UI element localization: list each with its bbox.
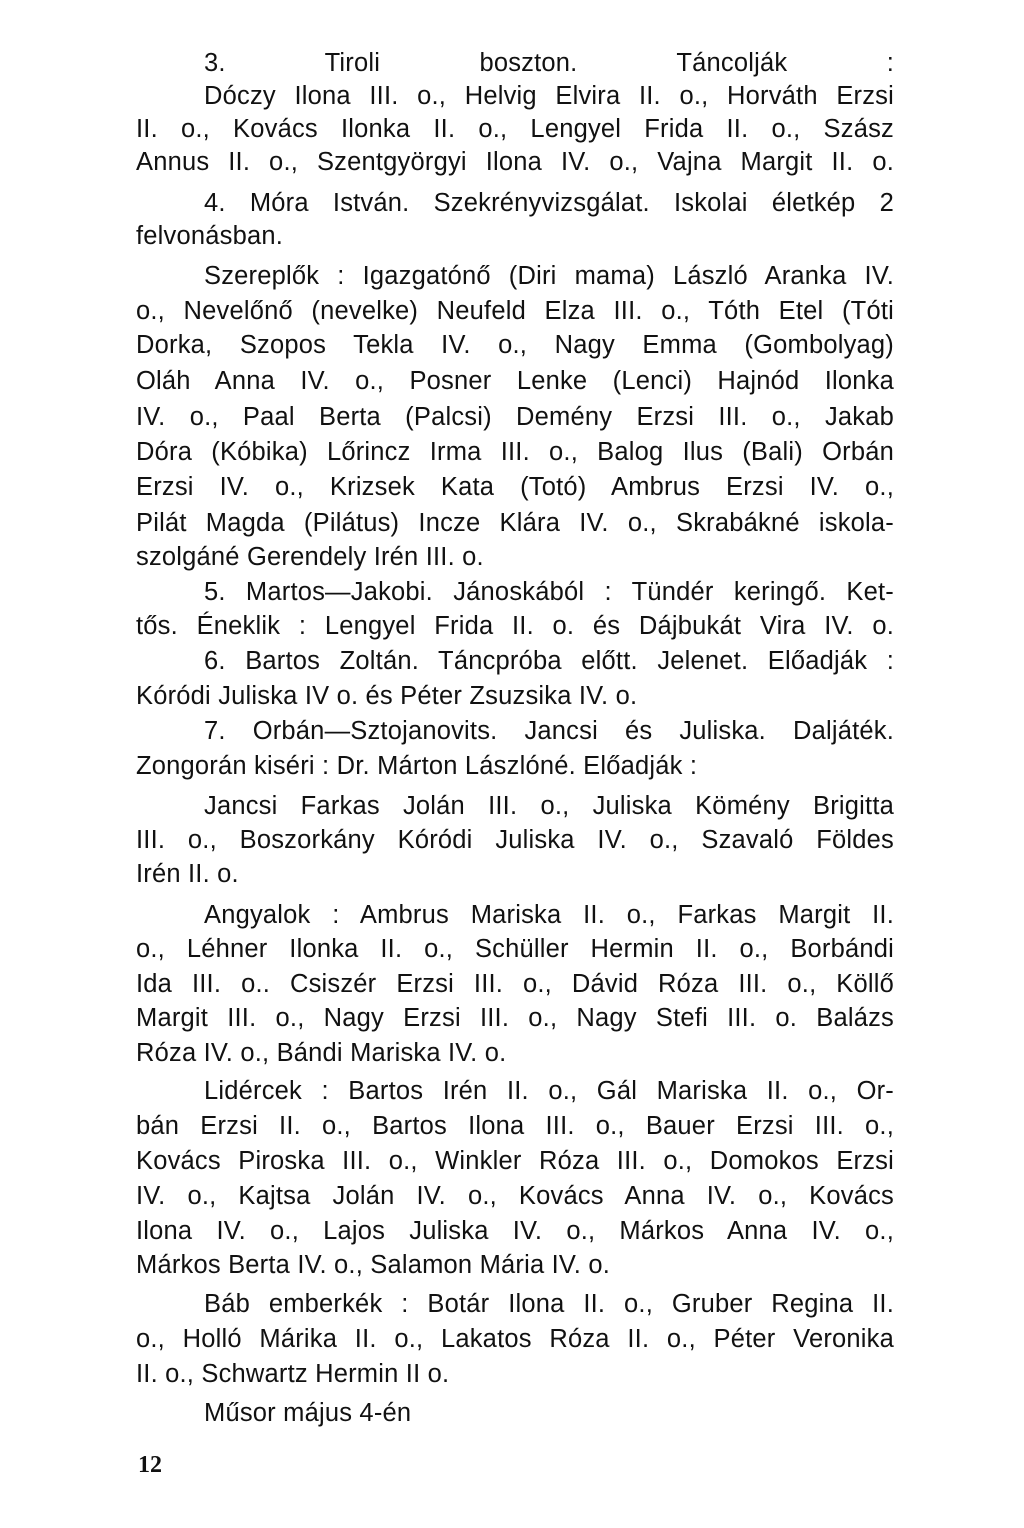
text-line: Jancsi Farkas Jolán III. o., Juliska Kömény Brigitta <box>204 792 894 820</box>
text-line: II. o., Schwartz Hermin II o. <box>136 1360 450 1388</box>
text-line: bán Erzsi II. o., Bartos Ilona III. o., Bauer Erzsi III. o., <box>136 1112 894 1140</box>
text-line: Zongorán kiséri : Dr. Márton Lászlóné. Előadják : <box>136 752 698 780</box>
text-line: Műsor május 4-én <box>204 1399 412 1427</box>
text-line: szolgáné Gerendely Irén III. o. <box>136 543 484 571</box>
text-line: 5. Martos—Jakobi. Jánoskából : Tündér keringő. Ket- <box>204 578 894 606</box>
text-line: II. o., Kovács Ilonka II. o., Lengyel Frida II. o., Szász <box>136 115 894 143</box>
text-line: Báb emberkék : Botár Ilona II. o., Gruber Regina II. <box>204 1290 894 1318</box>
text-line: o., Léhner Ilonka II. o., Schüller Hermin II. o., Borbándi <box>136 935 894 963</box>
text-line: Dorka, Szopos Tekla IV. o., Nagy Emma (Gombolyag) <box>136 331 894 359</box>
text-line: Irén II. o. <box>136 860 239 888</box>
text-line: Lidércek : Bartos Irén II. o., Gál Mariska II. o., Or- <box>204 1077 894 1105</box>
text-line: IV. o., Kajtsa Jolán IV. o., Kovács Anna IV. o., Kovács <box>136 1182 894 1210</box>
text-line: Kóródi Juliska IV o. és Péter Zsuzsika IV. o. <box>136 682 638 710</box>
text-line: 3. Tiroli boszton. Táncolják : <box>204 49 894 77</box>
text-line: IV. o., Paal Berta (Palcsi) Demény Erzsi III. o., Jakab <box>136 403 894 431</box>
text-line: Erzsi IV. o., Krizsek Kata (Totó) Ambrus Erzsi IV. o., <box>136 473 894 501</box>
text-line: o., Nevelőnő (nevelke) Neufeld Elza III. o., Tóth Etel (Tóti <box>136 297 894 325</box>
text-line: Dóra (Kóbika) Lőrincz Irma III. o., Balog Ilus (Bali) Orbán <box>136 438 894 466</box>
text-line: Annus II. o., Szentgyörgyi Ilona IV. o., Vajna Margit II. o. <box>136 148 894 176</box>
text-line: Pilát Magda (Pilátus) Incze Klára IV. o., Skrabákné iskola- <box>136 509 894 537</box>
text-line: Ilona IV. o., Lajos Juliska IV. o., Márkos Anna IV. o., <box>136 1217 894 1245</box>
text-line: Dóczy Ilona III. o., Helvig Elvira II. o., Horváth Erzsi <box>204 82 894 110</box>
text-line: Kovács Piroska III. o., Winkler Róza III. o., Domokos Erzsi <box>136 1147 894 1175</box>
text-line: III. o., Boszorkány Kóródi Juliska IV. o., Szavaló Földes <box>136 826 894 854</box>
text-line: Róza IV. o., Bándi Mariska IV. o. <box>136 1039 507 1067</box>
text-line: tős. Éneklik : Lengyel Frida II. o. és Dájbukát Vira IV. o. <box>136 612 894 640</box>
text-line: o., Holló Márika II. o., Lakatos Róza II. o., Péter Veronika <box>136 1325 894 1353</box>
text-line: 7. Orbán—Sztojanovits. Jancsi és Juliska. Daljáték. <box>204 717 894 745</box>
text-line: Márkos Berta IV. o., Salamon Mária IV. o. <box>136 1251 611 1279</box>
text-line: Margit III. o., Nagy Erzsi III. o., Nagy Stefi III. o. Balázs <box>136 1004 894 1032</box>
text-line: felvonásban. <box>136 222 284 250</box>
text-line: Ida III. o.. Csiszér Erzsi III. o., Dávid Róza III. o., Köllő <box>136 970 894 998</box>
text-line: Szereplők : Igazgatónő (Diri mama) László Aranka IV. <box>204 262 894 290</box>
page-number: 12 <box>138 1452 162 1478</box>
text-line: Oláh Anna IV. o., Posner Lenke (Lenci) Hajnód Ilonka <box>136 367 894 395</box>
text-line: 4. Móra István. Szekrényvizsgálat. Iskolai életkép 2 <box>204 189 894 217</box>
text-line: Angyalok : Ambrus Mariska II. o., Farkas Margit II. <box>204 901 894 929</box>
text-line: 6. Bartos Zoltán. Táncpróba előtt. Jelenet. Előadják : <box>204 647 894 675</box>
